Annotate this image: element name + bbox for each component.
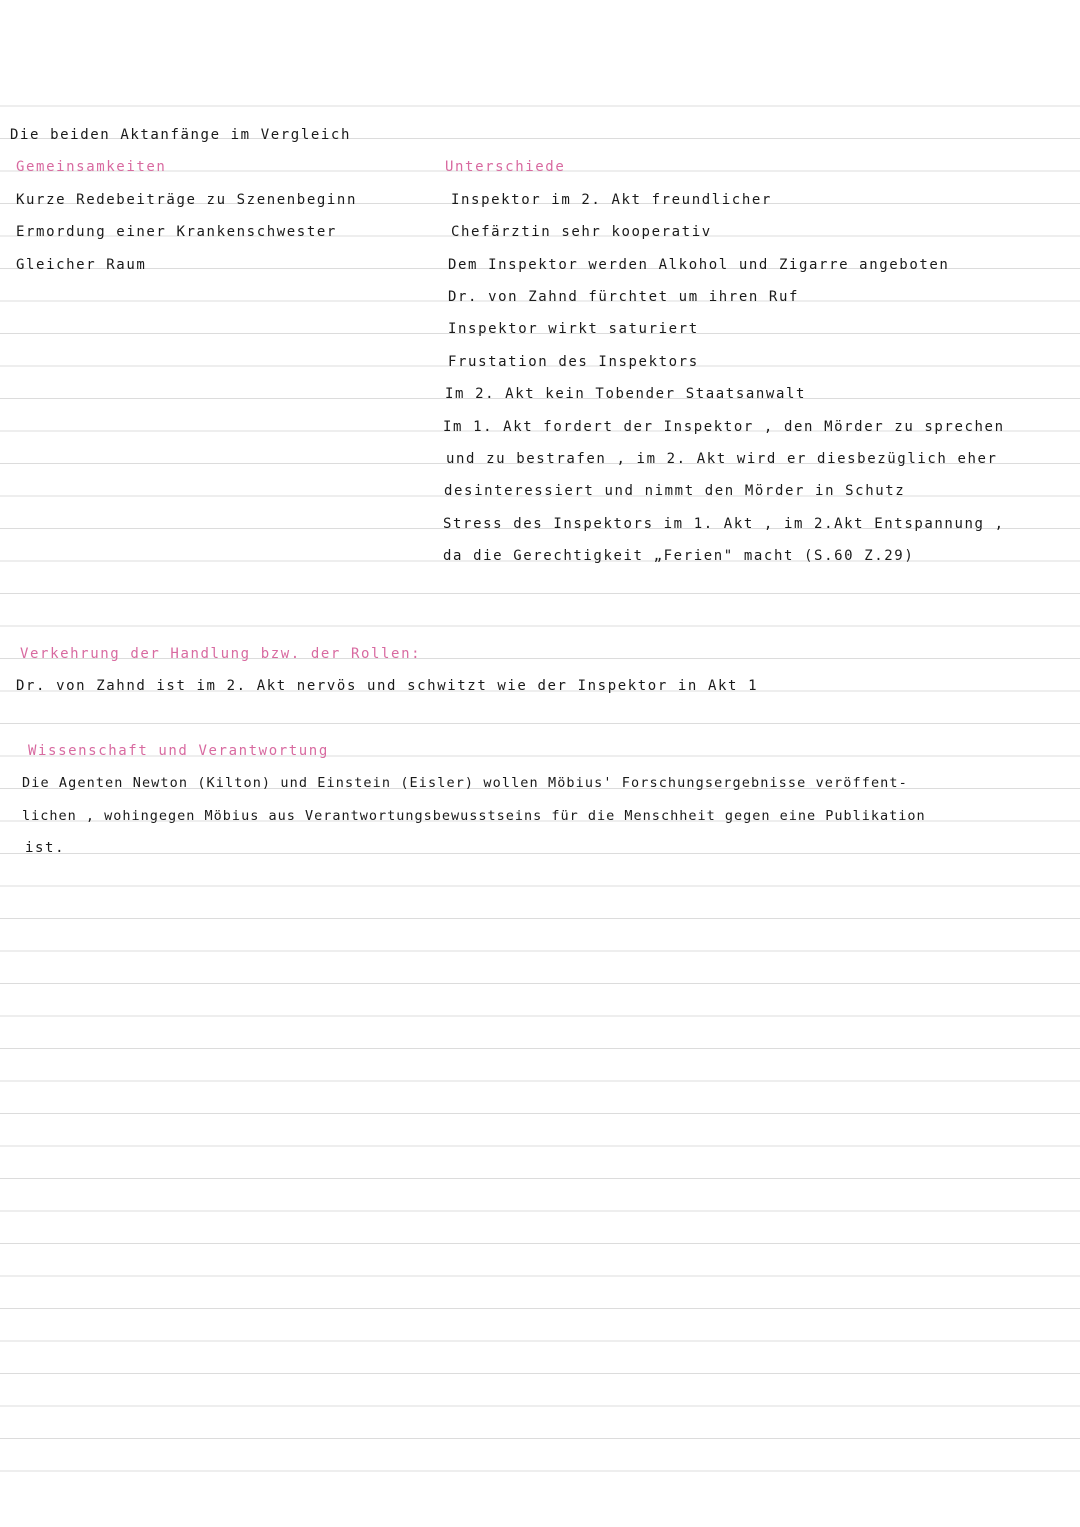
similarities-heading: Gemeinsamkeiten — [16, 159, 167, 175]
science-heading: Wissenschaft und Verantwortung — [28, 743, 329, 759]
science-line: Die Agenten Newton (Kilton) und Einstein (Eisler) wollen Möbius' Forschungsergebnisse veröffent- — [22, 775, 908, 791]
similarity-item: Ermordung einer Krankenschwester — [16, 224, 337, 240]
differences-heading: Unterschiede — [445, 159, 566, 175]
difference-item: Im 2. Akt kein Tobender Staatsanwalt — [445, 386, 807, 402]
similarity-item: Gleicher Raum — [16, 257, 147, 273]
difference-item: Im 1. Akt fordert der Inspektor , den Mörder zu sprechen — [443, 419, 1005, 435]
difference-item: Inspektor im 2. Akt freundlicher — [451, 192, 772, 208]
similarity-item: Kurze Redebeiträge zu Szenenbeginn — [16, 192, 357, 208]
difference-item: Inspektor wirkt saturiert — [448, 321, 699, 337]
difference-item: da die Gerechtigkeit „Ferien" macht (S.60 Z.29) — [443, 548, 915, 564]
science-line: lichen , wohingegen Möbius aus Verantwortungsbewusstseins für die Menschheit gegen eine Publikation — [22, 808, 926, 824]
science-line: ist. — [25, 840, 66, 856]
page-title: Die beiden Aktanfänge im Vergleich — [10, 127, 351, 143]
difference-item: Chefärztin sehr kooperativ — [451, 224, 712, 240]
difference-item: desinteressiert und nimmt den Mörder in Schutz — [444, 483, 906, 499]
difference-item: Dem Inspektor werden Alkohol und Zigarre angeboten — [448, 257, 950, 273]
reversal-text: Dr. von Zahnd ist im 2. Akt nervös und schwitzt wie der Inspektor in Akt 1 — [16, 678, 759, 694]
difference-item: Stress des Inspektors im 1. Akt , im 2.Akt Entspannung , — [443, 516, 1005, 532]
difference-item: Frustation des Inspektors — [448, 354, 699, 370]
difference-item: Dr. von Zahnd fürchtet um ihren Ruf — [448, 289, 800, 305]
reversal-heading: Verkehrung der Handlung bzw. der Rollen: — [20, 646, 422, 662]
difference-item: und zu bestrafen , im 2. Akt wird er diesbezüglich eher — [446, 451, 998, 467]
